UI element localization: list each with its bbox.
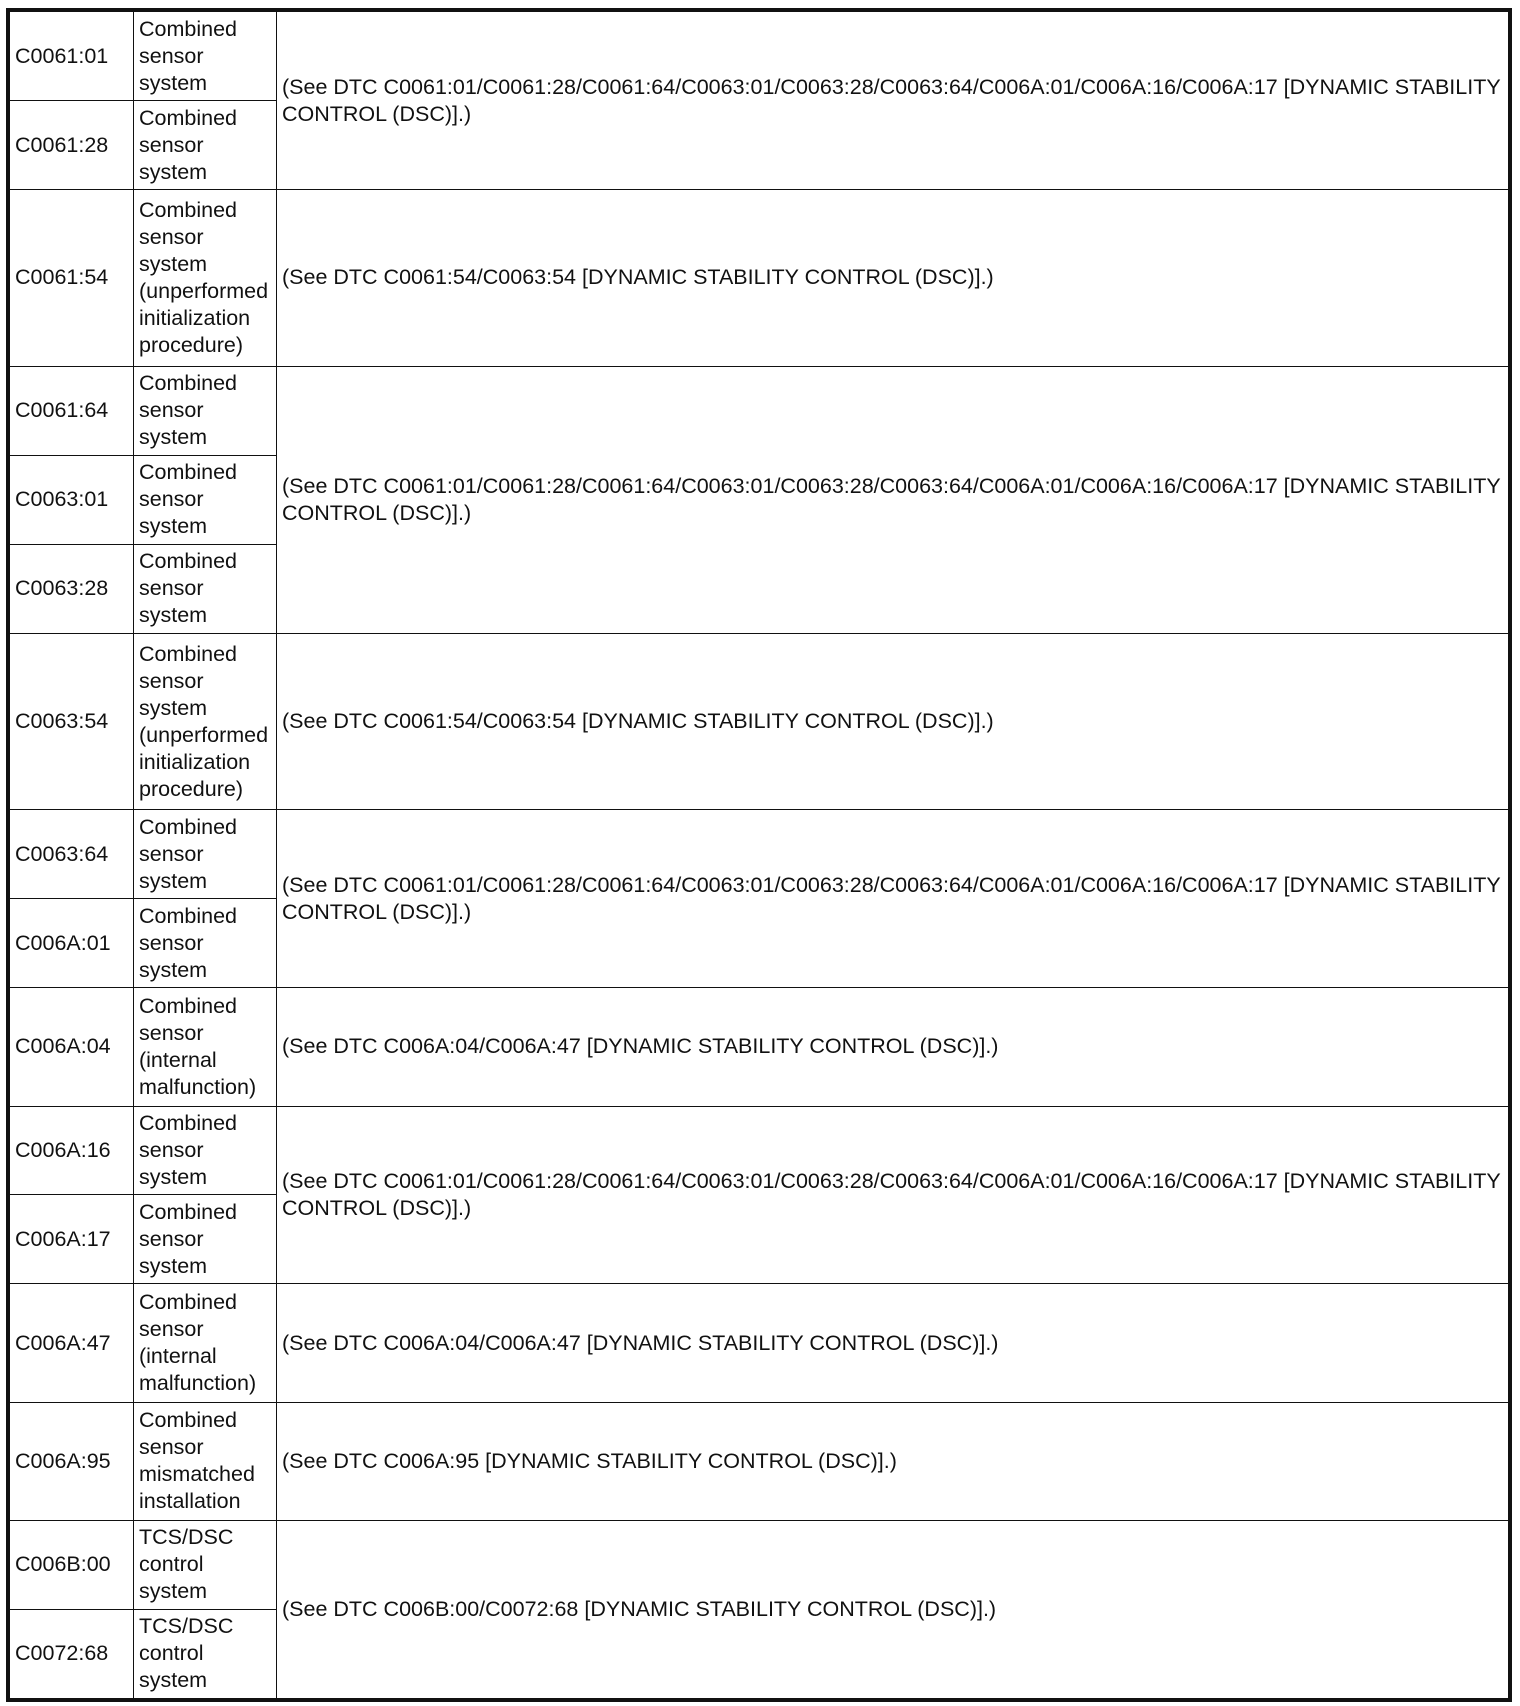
dtc-code-cell: C006A:47 — [8, 1284, 134, 1402]
dtc-name-line: (internal — [139, 1047, 217, 1072]
dtc-code-cell: C0063:64 — [8, 810, 134, 899]
dtc-name-line: TCS/DSC — [139, 1614, 234, 1639]
dtc-name-cell — [134, 1195, 277, 1284]
dtc-description-cell: (See DTC C0061:01/C0061:28/C0061:64/C0063:01/C0063:28/C0063:64/C006A:01/C006A:16/C006A:17 [DYNAMIC STABILITY CONTROL (DSC)].) — [277, 366, 1511, 633]
dtc-name-cell — [134, 366, 277, 455]
dtc-code-cell: C0061:64 — [8, 366, 134, 455]
dtc-name-line: sensor — [139, 930, 204, 955]
dtc-description-cell: (See DTC C006A:95 [DYNAMIC STABILITY CONTROL (DSC)].) — [277, 1402, 1511, 1520]
dtc-table-body — [8, 10, 1510, 1700]
dtc-code-cell: C006B:00 — [8, 1520, 134, 1609]
dtc-description-cell: (See DTC C0061:54/C0063:54 [DYNAMIC STABILITY CONTROL (DSC)].) — [277, 190, 1511, 367]
dtc-name-line: system — [139, 868, 208, 893]
dtc-name-cell — [134, 101, 277, 190]
dtc-description-cell: (See DTC C0061:01/C0061:28/C0061:64/C0063:01/C0063:28/C0063:64/C006A:01/C006A:16/C006A:17 [DYNAMIC STABILITY CONTROL (DSC)].) — [277, 810, 1511, 988]
dtc-name-line: Combined — [139, 460, 237, 485]
dtc-name-cell — [134, 544, 277, 633]
dtc-name-line: control — [139, 1552, 204, 1577]
dtc-name-line: (internal — [139, 1344, 217, 1368]
dtc-name-line: sensor — [139, 224, 204, 249]
dtc-name-line: initialization — [139, 749, 251, 774]
dtc-name-line: Combined — [139, 16, 237, 41]
dtc-name-line: system — [139, 695, 208, 720]
dtc-name-cell — [134, 1284, 277, 1402]
table-row — [8, 988, 1510, 1106]
dtc-name-line: Combined — [139, 1110, 237, 1135]
table-row — [8, 810, 1510, 899]
dtc-name-line: sensor — [139, 398, 204, 423]
table-row — [8, 1106, 1510, 1195]
dtc-code-cell: C0061:28 — [8, 101, 134, 190]
dtc-code-cell: C0063:28 — [8, 544, 134, 633]
table-row — [8, 1284, 1510, 1402]
dtc-name-line: Combined — [139, 641, 237, 666]
dtc-name-cell — [134, 1402, 277, 1520]
table-row — [8, 366, 1510, 455]
dtc-name-line: sensor — [139, 576, 204, 601]
dtc-name-line: system — [139, 957, 208, 982]
dtc-name-line: Combined — [139, 105, 237, 130]
dtc-name-line: (unperformed — [139, 722, 269, 747]
dtc-description-cell: (See DTC C0061:01/C0061:28/C0061:64/C0063:01/C0063:28/C0063:64/C006A:01/C006A:16/C006A:17 [DYNAMIC STABILITY CONTROL (DSC)].) — [277, 1106, 1511, 1284]
dtc-name-cell — [134, 1106, 277, 1195]
dtc-table — [6, 8, 1512, 1702]
dtc-code-cell: C006A:95 — [8, 1402, 134, 1520]
dtc-name-line: system — [139, 1579, 208, 1604]
dtc-code-cell: C006A:01 — [8, 899, 134, 988]
dtc-code-cell: C0063:54 — [8, 633, 134, 810]
dtc-name-line: system — [139, 1164, 208, 1189]
dtc-name-line: sensor — [139, 841, 204, 866]
dtc-name-line: (unperformed — [139, 278, 269, 303]
dtc-name-line: sensor — [139, 1020, 204, 1045]
dtc-name-line: sensor — [139, 43, 204, 68]
dtc-name-line: malfunction) — [139, 1074, 257, 1099]
dtc-name-line: sensor — [139, 668, 204, 693]
dtc-code-cell: C0061:01 — [8, 10, 134, 101]
dtc-name-line: sensor — [139, 1317, 204, 1341]
dtc-name-line: Combined — [139, 1290, 237, 1314]
dtc-description-cell: (See DTC C0061:54/C0063:54 [DYNAMIC STABILITY CONTROL (DSC)].) — [277, 633, 1511, 810]
dtc-name-line: Combined — [139, 197, 237, 222]
dtc-name-cell — [134, 899, 277, 988]
dtc-name-line: system — [139, 159, 208, 184]
table-row — [8, 1520, 1510, 1609]
dtc-code-cell: C006A:17 — [8, 1195, 134, 1284]
dtc-name-line: system — [139, 425, 208, 450]
dtc-name-cell — [134, 1609, 277, 1700]
dtc-name-line: system — [139, 603, 208, 628]
dtc-name-line: Combined — [139, 814, 237, 839]
dtc-name-line: Combined — [139, 993, 237, 1018]
dtc-name-line: procedure) — [139, 332, 243, 357]
dtc-code-cell: C0072:68 — [8, 1609, 134, 1700]
dtc-name-line: system — [139, 251, 208, 276]
dtc-name-line: sensor — [139, 1226, 204, 1251]
dtc-name-line: sensor — [139, 487, 204, 512]
dtc-description-cell: (See DTC C0061:01/C0061:28/C0061:64/C0063:01/C0063:28/C0063:64/C006A:01/C006A:16/C006A:17 [DYNAMIC STABILITY CONTROL (DSC)].) — [277, 10, 1511, 190]
dtc-name-cell — [134, 810, 277, 899]
dtc-name-line: sensor — [139, 1137, 204, 1162]
dtc-name-line: TCS/DSC — [139, 1525, 234, 1550]
dtc-name-line: initialization — [139, 305, 251, 330]
dtc-name-line: system — [139, 70, 208, 95]
dtc-name-line: installation — [139, 1489, 241, 1514]
dtc-name-line: Combined — [139, 549, 237, 574]
table-row — [8, 633, 1510, 810]
dtc-name-line: sensor — [139, 1435, 204, 1460]
dtc-description-cell: (See DTC C006B:00/C0072:68 [DYNAMIC STABILITY CONTROL (DSC)].) — [277, 1520, 1511, 1700]
dtc-name-cell — [134, 633, 277, 810]
table-row — [8, 10, 1510, 101]
dtc-description-cell: (See DTC C006A:04/C006A:47 [DYNAMIC STABILITY CONTROL (DSC)].) — [277, 1284, 1511, 1402]
dtc-name-cell — [134, 10, 277, 101]
dtc-name-line: Combined — [139, 1408, 237, 1433]
dtc-code-cell: C0063:01 — [8, 455, 134, 544]
dtc-name-line: mismatched — [139, 1462, 255, 1487]
table-row — [8, 190, 1510, 367]
dtc-name-cell — [134, 988, 277, 1106]
dtc-name-line: control — [139, 1641, 204, 1666]
dtc-name-line: system — [139, 1668, 208, 1693]
dtc-name-line: procedure) — [139, 776, 243, 801]
dtc-name-line: malfunction) — [139, 1371, 257, 1395]
dtc-name-line: system — [139, 1253, 208, 1278]
dtc-name-cell — [134, 190, 277, 367]
dtc-code-cell: C0061:54 — [8, 190, 134, 367]
dtc-name-line: Combined — [139, 1199, 237, 1224]
dtc-code-cell: C006A:16 — [8, 1106, 134, 1195]
dtc-name-line: Combined — [139, 371, 237, 396]
table-row — [8, 1402, 1510, 1520]
dtc-name-line: sensor — [139, 132, 204, 157]
dtc-name-line: system — [139, 514, 208, 539]
dtc-name-cell — [134, 455, 277, 544]
dtc-name-cell — [134, 1520, 277, 1609]
dtc-code-cell: C006A:04 — [8, 988, 134, 1106]
dtc-description-cell: (See DTC C006A:04/C006A:47 [DYNAMIC STABILITY CONTROL (DSC)].) — [277, 988, 1511, 1106]
dtc-name-line: Combined — [139, 903, 237, 928]
